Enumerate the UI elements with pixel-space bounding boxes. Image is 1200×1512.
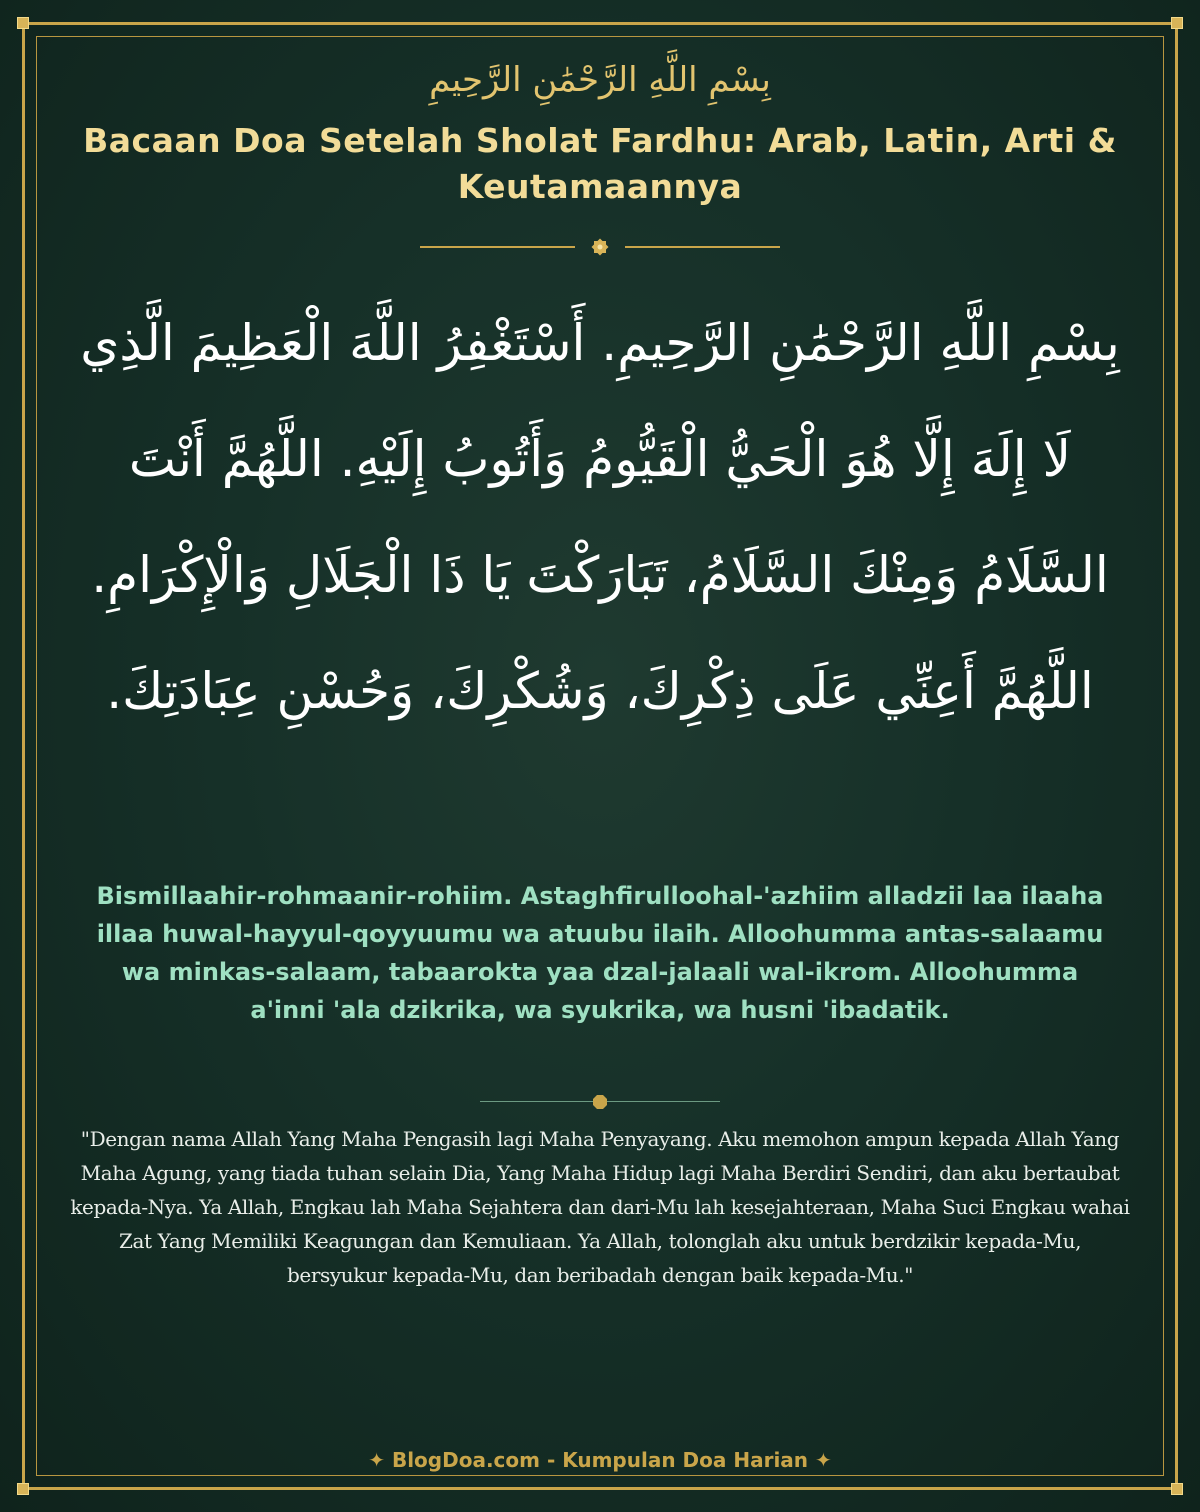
middle-divider	[480, 1094, 720, 1110]
sparkle-icon: ✦	[815, 1448, 832, 1472]
page-title: Bacaan Doa Setelah Sholat Fardhu: Arab, Latin, Arti & Keutamaannya	[83, 121, 1117, 206]
corner-ornament-icon	[17, 1483, 29, 1495]
basmala-heading: بِسْمِ اللَّهِ الرَّحْمَٰنِ الرَّحِيمِ	[429, 60, 771, 100]
sparkle-icon: ✦	[368, 1448, 385, 1472]
corner-ornament-icon	[1171, 1483, 1183, 1495]
top-divider	[420, 237, 780, 257]
octagon-ornament-icon	[593, 1095, 607, 1109]
divider-line	[625, 246, 780, 248]
corner-ornament-icon	[1171, 17, 1183, 29]
doa-latin-text: Bismillaahir-rohmaanir-rohiim. Astaghfirulloohal-'azhiim alladzii laa ilaaha illaa huwal-hayyul-qoyyuumu wa atuubu ilaih. Alloohumma antas-salaamu wa minkas-salaam, tabaarokta yaa dzal-jalaali wal-ikrom. Alloohumma a'inni 'ala dzikrika, wa syukrika, wa husni 'ibadatik.	[96, 882, 1104, 1024]
doa-translation-text: "Dengan nama Allah Yang Maha Pengasih lagi Maha Penyayang. Aku memohon ampun kepada Allah Yang Maha Agung, yang tiada tuhan selain Dia, Yang Maha Hidup lagi Maha Berdiri Sendiri, dan aku bertaubat kepada-Nya. Ya Allah, Engkau lah Maha Sejahtera dan dari-Mu lah kesejahteraan, Maha Suci Engkau wahai Zat Yang Memiliki Keagungan dan Kemuliaan. Ya Allah, tolonglah aku untuk berdzikir kepada-Mu, bersyukur kepada-Mu, dan beribadah dengan baik kepada-Mu."	[70, 1127, 1130, 1287]
divider-line	[420, 246, 575, 248]
footer-text: BlogDoa.com - Kumpulan Doa Harian	[391, 1448, 809, 1472]
doa-arabic-text: بِسْمِ اللَّهِ الرَّحْمَٰنِ الرَّحِيمِ. أَسْتَغْفِرُ اللَّهَ الْعَظِيمَ الَّذِي لَا إِلَهَ إِلَّا هُوَ الْحَيُّ الْقَيُّومُ وَأَتُوبُ إِلَيْهِ. اللَّهُمَّ أَنْتَ السَّلَامُ وَمِنْكَ السَّلَامُ، تَبَارَكْتَ يَا ذَا الْجَلَالِ وَالْإِكْرَامِ. اللَّهُمَّ أَعِنِّي عَلَى ذِكْرِكَ، وَشُكْرِكَ، وَحُسْنِ عِبَادَتِكَ.	[80, 314, 1120, 720]
footer-credit	[0, 1447, 1200, 1473]
eight-point-star-icon	[590, 237, 610, 257]
corner-ornament-icon	[17, 17, 29, 29]
